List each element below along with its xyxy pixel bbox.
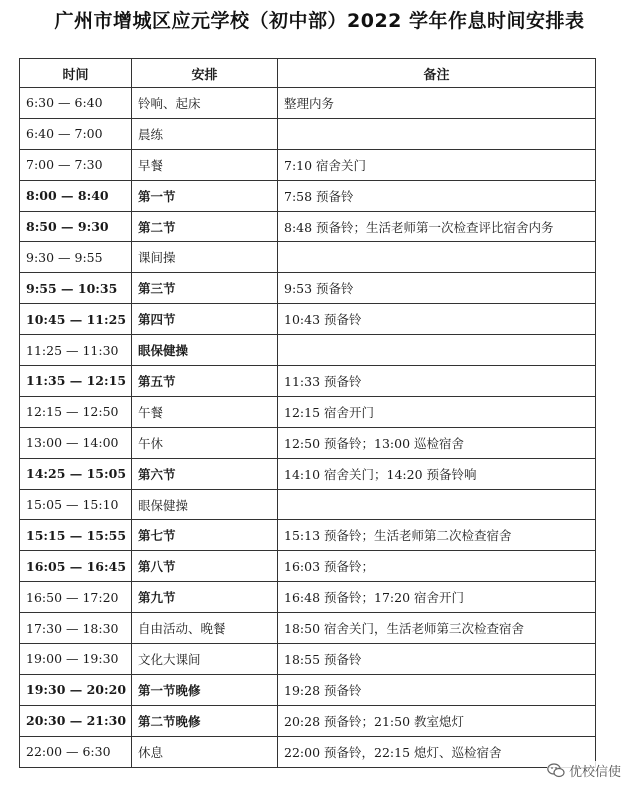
time-cell: 10:45 — 11:25 [20, 304, 132, 335]
activity-cell: 第八节 [132, 551, 278, 582]
table-row [20, 118, 596, 149]
note-cell: 11:33 预备铃 [278, 366, 596, 397]
table-row [20, 149, 596, 180]
table-row [20, 705, 596, 736]
activity-cell: 第七节 [132, 520, 278, 551]
table-row [20, 489, 596, 520]
table-row [20, 427, 596, 458]
note-cell: 整理内务 [278, 88, 596, 119]
note-cell: 14:10 宿舍关门；14:20 预备铃响 [278, 458, 596, 489]
note-cell [278, 335, 596, 366]
activity-cell: 第一节晚修 [132, 674, 278, 705]
activity-cell: 第一节 [132, 180, 278, 211]
activity-cell: 第三节 [132, 273, 278, 304]
table-row [20, 582, 596, 613]
activity-cell: 第九节 [132, 582, 278, 613]
activity-cell: 自由活动、晚餐 [132, 613, 278, 644]
table-row [20, 366, 596, 397]
time-cell: 13:00 — 14:00 [20, 427, 132, 458]
table-row [20, 458, 596, 489]
time-cell: 16:50 — 17:20 [20, 582, 132, 613]
time-cell: 8:50 — 9:30 [20, 211, 132, 242]
note-cell: 8:48 预备铃；生活老师第一次检查评比宿舍内务 [278, 211, 596, 242]
table-row [20, 674, 596, 705]
activity-cell: 午餐 [132, 396, 278, 427]
activity-cell: 课间操 [132, 242, 278, 273]
table-row [20, 613, 596, 644]
table-row [20, 520, 596, 551]
table-row [20, 273, 596, 304]
note-cell: 16:48 预备铃；17:20 宿舍开门 [278, 582, 596, 613]
time-cell: 7:00 — 7:30 [20, 149, 132, 180]
time-cell: 22:00 — 6:30 [20, 736, 132, 767]
activity-cell: 第二节 [132, 211, 278, 242]
table-row [20, 211, 596, 242]
activity-cell: 第五节 [132, 366, 278, 397]
header-note: 备注 [278, 59, 596, 88]
note-cell: 12:15 宿舍开门 [278, 396, 596, 427]
table-row [20, 396, 596, 427]
activity-cell: 第四节 [132, 304, 278, 335]
note-cell: 19:28 预备铃 [278, 674, 596, 705]
table-row [20, 335, 596, 366]
time-cell: 19:30 — 20:20 [20, 674, 132, 705]
time-cell: 15:15 — 15:55 [20, 520, 132, 551]
note-cell: 7:58 预备铃 [278, 180, 596, 211]
time-cell: 12:15 — 12:50 [20, 396, 132, 427]
note-cell: 18:50 宿舍关门，生活老师第三次检查宿舍 [278, 613, 596, 644]
time-cell: 19:00 — 19:30 [20, 644, 132, 675]
activity-cell: 早餐 [132, 149, 278, 180]
watermark [547, 761, 621, 780]
note-cell: 22:00 预备铃，22:15 熄灯、巡检宿舍 [278, 736, 596, 767]
table-header-row [20, 59, 596, 88]
wechat-icon [547, 763, 565, 778]
time-cell: 17:30 — 18:30 [20, 613, 132, 644]
note-cell [278, 118, 596, 149]
time-cell: 11:35 — 12:15 [20, 366, 132, 397]
note-cell [278, 242, 596, 273]
time-cell: 9:30 — 9:55 [20, 242, 132, 273]
activity-cell: 第六节 [132, 458, 278, 489]
activity-cell: 眼保健操 [132, 489, 278, 520]
time-cell: 6:30 — 6:40 [20, 88, 132, 119]
time-cell: 16:05 — 16:45 [20, 551, 132, 582]
note-cell: 10:43 预备铃 [278, 304, 596, 335]
time-cell: 9:55 — 10:35 [20, 273, 132, 304]
activity-cell: 休息 [132, 736, 278, 767]
note-cell: 15:13 预备铃；生活老师第二次检查宿舍 [278, 520, 596, 551]
activity-cell: 文化大课间 [132, 644, 278, 675]
activity-cell: 铃响、起床 [132, 88, 278, 119]
activity-cell: 午休 [132, 427, 278, 458]
time-cell: 11:25 — 11:30 [20, 335, 132, 366]
table-row [20, 551, 596, 582]
table-row [20, 736, 596, 767]
note-cell [278, 489, 596, 520]
schedule-table [19, 58, 596, 768]
activity-cell: 眼保健操 [132, 335, 278, 366]
note-cell: 20:28 预备铃；21:50 教室熄灯 [278, 705, 596, 736]
table-row [20, 304, 596, 335]
header-activity: 安排 [132, 59, 278, 88]
time-cell: 6:40 — 7:00 [20, 118, 132, 149]
activity-cell: 晨练 [132, 118, 278, 149]
time-cell: 14:25 — 15:05 [20, 458, 132, 489]
table-row [20, 644, 596, 675]
note-cell: 16:03 预备铃； [278, 551, 596, 582]
table-row [20, 180, 596, 211]
watermark-text: 优校信使 [568, 765, 621, 780]
table-row [20, 88, 596, 119]
time-cell: 8:00 — 8:40 [20, 180, 132, 211]
time-cell: 15:05 — 15:10 [20, 489, 132, 520]
note-cell: 7:10 宿舍关门 [278, 149, 596, 180]
header-time: 时间 [20, 59, 132, 88]
page-title: 广州市增城区应元学校（初中部）2022 学年作息时间安排表 [54, 10, 585, 32]
table-row [20, 242, 596, 273]
note-cell: 12:50 预备铃；13:00 巡检宿舍 [278, 427, 596, 458]
activity-cell: 第二节晚修 [132, 705, 278, 736]
note-cell: 9:53 预备铃 [278, 273, 596, 304]
time-cell: 20:30 — 21:30 [20, 705, 132, 736]
note-cell: 18:55 预备铃 [278, 644, 596, 675]
